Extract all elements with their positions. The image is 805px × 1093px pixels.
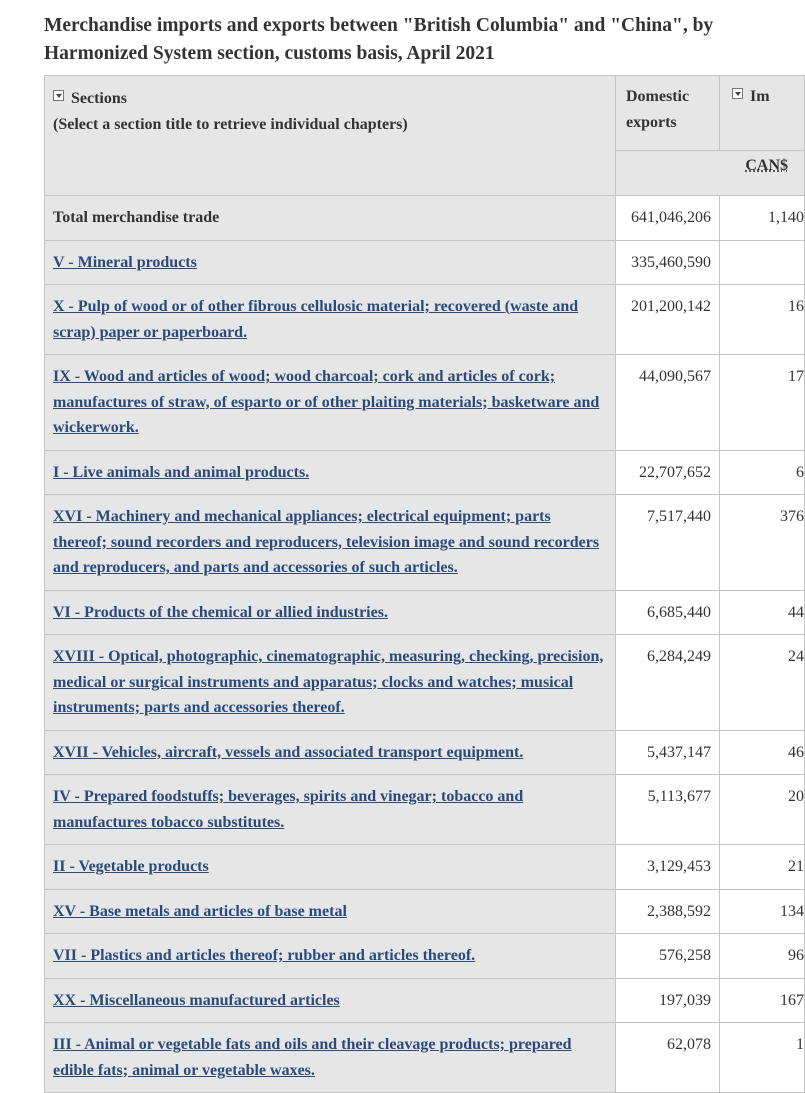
imports-value: 167 <box>720 978 805 1023</box>
section-cell <box>45 240 616 285</box>
unit-header <box>616 151 805 196</box>
section-link[interactable]: VII - Plastics and articles thereof; rubber and articles thereof. <box>53 947 476 964</box>
section-link[interactable]: V - Mineral products <box>53 253 197 271</box>
section-cell <box>45 730 616 775</box>
domestic-exports-value: 5,437,147 <box>616 730 720 775</box>
domestic-exports-value: 62,078 <box>616 1023 720 1093</box>
imports-value <box>720 240 805 285</box>
table-row <box>45 590 805 635</box>
section-cell <box>45 934 616 979</box>
section-cell <box>45 889 616 934</box>
domestic-exports-value: 6,284,249 <box>616 635 720 731</box>
section-link[interactable]: XVII - Vehicles, aircraft, vessels and associated transport equipment. <box>53 743 524 761</box>
section-link[interactable]: IV - Prepared foodstuffs; beverages, spirits and vinegar; tobacco and manufactures tobacco substitutes. <box>53 788 524 831</box>
section-cell <box>45 590 616 635</box>
domestic-exports-value: 201,200,142 <box>616 285 720 355</box>
section-cell <box>45 978 616 1023</box>
section-cell <box>45 355 616 451</box>
section-link[interactable]: VI - Products of the chemical or allied industries. <box>53 603 388 621</box>
imports-value: 21 <box>720 845 805 890</box>
sort-toggle-icon[interactable] <box>53 90 64 101</box>
table-row <box>45 1023 805 1093</box>
table-row <box>45 775 805 845</box>
domestic-exports-value: 641,046,206 <box>616 196 720 241</box>
imports-label: Im <box>750 88 770 105</box>
imports-value: 46 <box>720 730 805 775</box>
table-row <box>45 978 805 1023</box>
table-row <box>45 196 805 241</box>
domestic-exports-value: 197,039 <box>616 978 720 1023</box>
domestic-exports-label: Domestic exports <box>626 88 690 131</box>
table-row <box>45 240 805 285</box>
domestic-exports-value: 2,388,592 <box>616 889 720 934</box>
section-link[interactable]: IX - Wood and articles of wood; wood charcoal; cork and articles of cork; manufactures of straw, of esparto or of other plaiting materials; basketware and wickerwork. <box>53 368 600 436</box>
section-cell <box>45 845 616 890</box>
section-link[interactable]: XX - Miscellaneous manufactured articles <box>53 991 340 1009</box>
table-row <box>45 450 805 495</box>
table-row <box>45 730 805 775</box>
imports-value: 17 <box>720 355 805 451</box>
trade-table-container[interactable] <box>44 75 804 1079</box>
section-cell <box>45 450 616 495</box>
section-link[interactable]: XVIII - Optical, photographic, cinematographic, measuring, checking, precision, medical or surgical instruments and apparatus; clocks and watches; musical instruments; parts and accessories thereof. <box>53 648 604 716</box>
section-cell <box>45 196 616 241</box>
trade-table <box>44 75 805 1093</box>
imports-value: 16 <box>720 285 805 355</box>
section-cell <box>45 285 616 355</box>
imports-value: 6 <box>720 450 805 495</box>
section-link[interactable]: II - Vegetable products <box>53 858 209 875</box>
section-link[interactable]: X - Pulp of wood or of other fibrous cellulosic material; recovered (waste and scrap) paper or paperboard. <box>53 298 579 341</box>
sections-header-title[interactable]: Sections <box>71 90 127 107</box>
page-title: Merchandise imports and exports between "British Columbia" and "China", by Harmonized System section, customs basis, April 2021 <box>44 15 714 64</box>
domestic-exports-value: 44,090,567 <box>616 355 720 451</box>
domestic-exports-header <box>616 76 720 151</box>
section-cell <box>45 1023 616 1093</box>
section-cell <box>45 775 616 845</box>
domestic-exports-value: 3,129,453 <box>616 845 720 890</box>
imports-value: 20 <box>720 775 805 845</box>
domestic-exports-value: 7,517,440 <box>616 495 720 591</box>
table-row <box>45 845 805 890</box>
domestic-exports-value: 6,685,440 <box>616 590 720 635</box>
domestic-exports-value: 22,707,652 <box>616 450 720 495</box>
imports-value: 96 <box>720 934 805 979</box>
section-cell <box>45 635 616 731</box>
sort-toggle-icon[interactable] <box>732 88 743 99</box>
imports-value: 134 <box>720 889 805 934</box>
section-link[interactable]: XVI - Machinery and mechanical appliances; electrical equipment; parts thereof; sound recorders and reproducers, television image and sound recorders and reproducers, and parts and accessories of such articles. <box>53 508 600 576</box>
unit-label: CAN$ <box>745 157 788 174</box>
domestic-exports-value: 335,460,590 <box>616 240 720 285</box>
table-row <box>45 934 805 979</box>
section-cell <box>45 495 616 591</box>
table-row <box>45 635 805 731</box>
table-row <box>45 889 805 934</box>
sections-header-hint: (Select a section title to retrieve individual chapters) <box>53 116 408 133</box>
domestic-exports-value: 576,258 <box>616 934 720 979</box>
imports-value: 24 <box>720 635 805 731</box>
imports-value: 44 <box>720 590 805 635</box>
section-link[interactable]: XV - Base metals and articles of base metal <box>53 902 347 920</box>
domestic-exports-value: 5,113,677 <box>616 775 720 845</box>
section-label: Total merchandise trade <box>53 209 220 226</box>
section-link[interactable]: I - Live animals and animal products. <box>53 463 310 481</box>
table-row <box>45 285 805 355</box>
section-link[interactable]: III - Animal or vegetable fats and oils and their cleavage products; prepared edible fats; animal or vegetable waxes. <box>53 1036 572 1079</box>
sections-header <box>45 76 616 196</box>
imports-header <box>720 76 805 151</box>
table-row <box>45 355 805 451</box>
imports-value: 1 <box>720 1023 805 1093</box>
imports-value: 376 <box>720 495 805 591</box>
table-row <box>45 495 805 591</box>
table-body <box>45 196 805 1093</box>
imports-value: 1,140 <box>720 196 805 241</box>
